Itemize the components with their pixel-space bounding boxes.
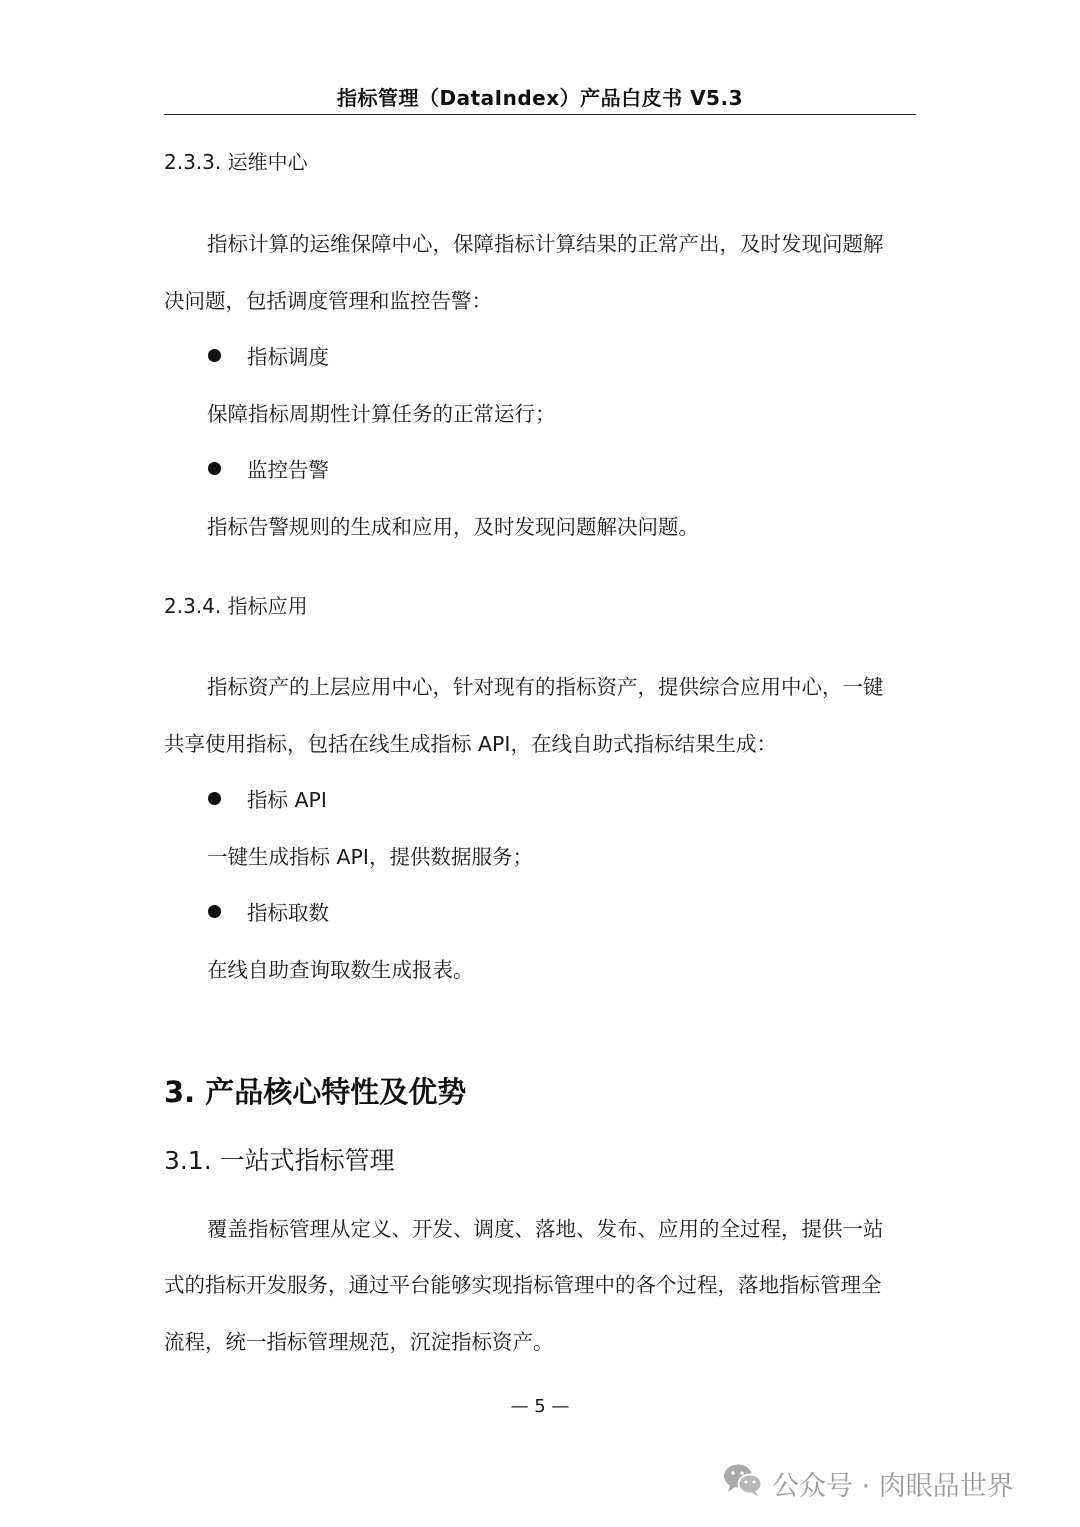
paragraph-line: 决问题，包括调度管理和监控告警： — [164, 289, 492, 313]
bullet-item — [207, 340, 329, 370]
header-divider — [164, 114, 916, 115]
bullet-icon — [208, 905, 221, 918]
bullet-description: 在线自助查询取数生成报表。 — [207, 958, 474, 982]
page-header-title: 指标管理（DataIndex）产品白皮书 V5.3 — [337, 86, 743, 110]
paragraph-line: 指标计算的运维保障中心，保障指标计算结果的正常产出，及时发现问题解 — [207, 232, 884, 256]
paragraph-line: 式的指标开发服务，通过平台能够实现指标管理中的各个过程，落地指标管理全 — [164, 1273, 882, 1297]
watermark — [722, 1462, 1014, 1505]
paragraph-line: 覆盖指标管理从定义、开发、调度、落地、发布、应用的全过程，提供一站 — [207, 1217, 884, 1241]
bullet-icon — [208, 462, 221, 475]
paragraph-line: 共享使用指标，包括在线生成指标 API，在线自助式指标结果生成： — [164, 732, 777, 756]
paragraph-line: 指标资产的上层应用中心，针对现有的指标资产，提供综合应用中心，一键 — [207, 675, 884, 699]
section-heading-2-3-4: 2.3.4. 指标应用 — [164, 594, 308, 618]
section-heading-3-1: 3.1. 一站式指标管理 — [164, 1146, 395, 1175]
bullet-label: 监控告警 — [247, 458, 329, 482]
bullet-description: 一键生成指标 API，提供数据服务； — [207, 845, 533, 869]
wechat-icon — [722, 1462, 764, 1505]
bullet-item — [207, 783, 327, 813]
chapter-heading-3: 3. 产品核心特性及优势 — [164, 1075, 467, 1109]
bullet-description: 指标告警规则的生成和应用，及时发现问题解决问题。 — [207, 515, 699, 539]
bullet-item — [207, 453, 329, 483]
bullet-description: 保障指标周期性计算任务的正常运行； — [207, 402, 556, 426]
page-number: — 5 — — [510, 1396, 570, 1417]
section-heading-2-3-3: 2.3.3. 运维中心 — [164, 150, 308, 174]
bullet-label: 指标 API — [247, 788, 327, 812]
bullet-icon — [208, 792, 221, 805]
watermark-text: 公众号 · 肉眼品世界 — [772, 1471, 1014, 1502]
bullet-label: 指标调度 — [247, 345, 329, 369]
paragraph-line: 流程，统一指标管理规范，沉淀指标资产。 — [164, 1330, 554, 1354]
bullet-item — [207, 896, 329, 926]
bullet-icon — [208, 349, 221, 362]
bullet-label: 指标取数 — [247, 901, 329, 925]
